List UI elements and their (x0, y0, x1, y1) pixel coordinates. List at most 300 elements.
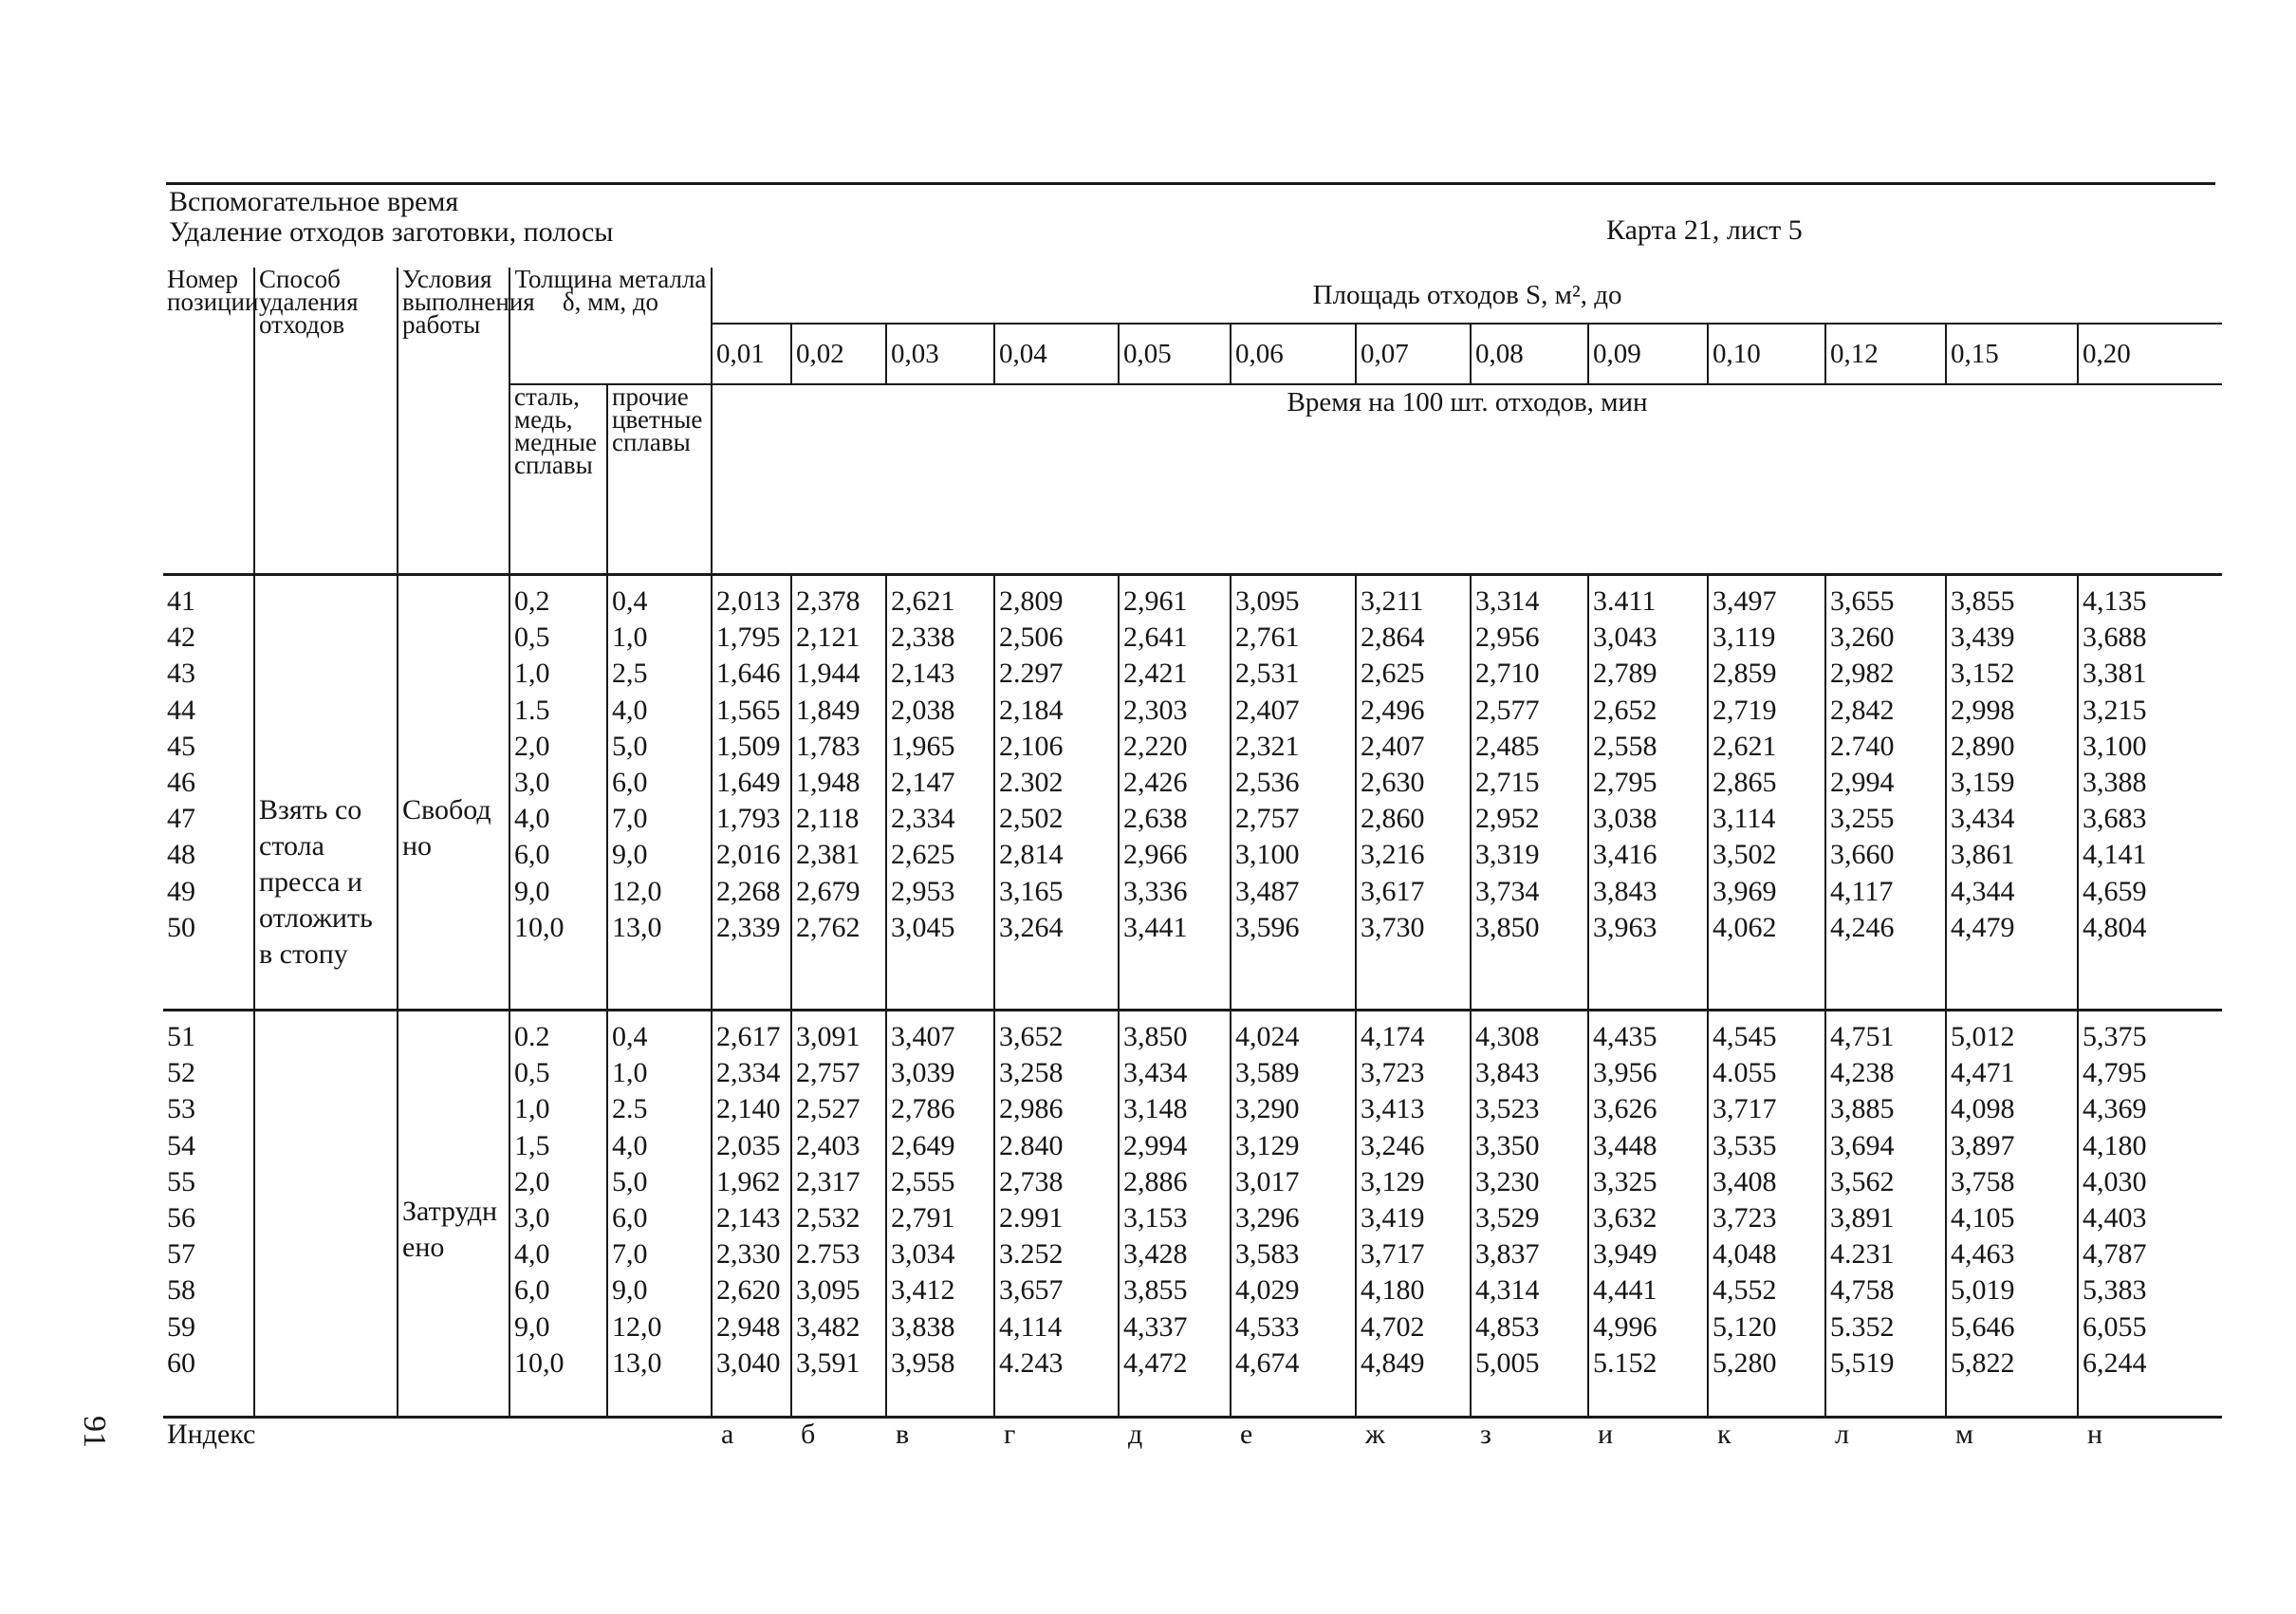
area-header-cell: 0,07 (1356, 324, 1471, 384)
condition-cell (398, 575, 509, 1011)
other-thickness-column-value: 13,0 (612, 1346, 662, 1379)
time-column-value: 2,998 (1951, 694, 2015, 726)
time-column-value: 2,956 (1475, 621, 1540, 654)
position-column-value: 57 (167, 1238, 195, 1271)
other-thickness-column-value: 9,0 (612, 839, 648, 871)
time-column-value: 1,948 (796, 767, 861, 799)
time-column-value: 2,536 (1235, 767, 1300, 799)
time-column-value: 6,244 (2083, 1346, 2147, 1379)
time-column-value: 2,757 (1235, 803, 1300, 835)
time-column (1946, 1011, 2078, 1418)
position-column-value: 52 (167, 1057, 195, 1089)
other-thickness-column-value: 0,4 (612, 1021, 648, 1052)
time-column-value: 3,591 (796, 1346, 861, 1379)
time-column-value: 2,961 (1123, 585, 1188, 617)
index-row (163, 1418, 2222, 1482)
time-column (1119, 575, 1231, 1011)
time-column-value: 3,850 (1123, 1021, 1188, 1052)
col-header-steel-label: сталь, медь, медные сплавы (514, 382, 598, 479)
page-number: 91 (77, 1416, 112, 1448)
time-column (1119, 1011, 1231, 1418)
time-column-value: 2,106 (999, 730, 1064, 762)
time-column-value: 3,956 (1593, 1057, 1657, 1089)
time-column-value: 2,761 (1235, 621, 1300, 654)
time-column-value: 2,982 (1830, 658, 1895, 690)
time-column (1471, 1011, 1588, 1418)
time-column-value: 3,039 (891, 1057, 955, 1089)
steel-thickness-column-value: 9,0 (514, 1310, 550, 1343)
time-column-value: 3,734 (1475, 875, 1540, 907)
time-column-value: 4,674 (1235, 1346, 1300, 1379)
time-column-value: 2,864 (1361, 621, 1425, 654)
time-column-value: 2,679 (796, 875, 861, 907)
time-column-value: 2,986 (999, 1093, 1064, 1125)
time-column-value: 2,527 (796, 1093, 861, 1125)
method-label: Взять со стола пресса и отложить в стопу (259, 794, 373, 970)
other-thickness-column-value: 5,0 (612, 1165, 648, 1197)
time-column-value: 3,296 (1235, 1202, 1300, 1234)
steel-thickness-column-value: 1,5 (514, 1129, 550, 1161)
time-column-value: 2.991 (999, 1202, 1064, 1234)
area-header-cell: 0,04 (994, 324, 1119, 384)
time-column-value: 4,369 (2083, 1093, 2147, 1125)
condition-label: Свободно (402, 794, 491, 862)
time-column-value: 4,751 (1830, 1021, 1895, 1052)
condition-label: Затруднено (402, 1196, 498, 1263)
time-column-value: 4,552 (1713, 1274, 1777, 1307)
index-letter: б (801, 1419, 816, 1450)
time-column-value: 3,758 (1951, 1165, 2015, 1197)
time-column-value: 3,119 (1713, 621, 1776, 654)
time-column-value: 2,118 (796, 803, 860, 835)
time-column (1708, 575, 1825, 1011)
other-thickness-column-value: 12,0 (612, 875, 662, 907)
time-column-value: 2,407 (1361, 730, 1425, 762)
time-column-value: 3,152 (1951, 658, 2015, 690)
other-thickness-column-value: 7,0 (612, 1238, 648, 1271)
time-column-value: 4,853 (1475, 1310, 1540, 1343)
index-letter: к (1717, 1419, 1731, 1450)
time-column-value: 2,842 (1830, 694, 1895, 726)
time-column-value: 4,996 (1593, 1310, 1657, 1343)
header-title-line1: Вспомогательное время (169, 186, 459, 217)
time-column-value: 4,795 (2083, 1057, 2147, 1089)
time-column-value: 2,859 (1713, 658, 1777, 690)
time-column-value: 4,174 (1361, 1021, 1425, 1052)
time-column-value: 2,641 (1123, 621, 1188, 654)
time-column-value: 2,303 (1123, 694, 1188, 726)
time-column-value: 3,963 (1593, 911, 1657, 943)
col-header-conditions (398, 265, 535, 575)
time-column-value: 4.231 (1830, 1238, 1895, 1271)
steel-thickness-column-value: 0.2 (514, 1021, 550, 1052)
time-column-value: 2,715 (1475, 767, 1540, 799)
position-column-value: 45 (167, 730, 195, 762)
time-column-value: 2,143 (716, 1202, 781, 1234)
position-column (163, 1011, 254, 1418)
time-column-value: 3,040 (716, 1346, 781, 1379)
position-column-value: 55 (167, 1165, 195, 1197)
time-column-value: 2,338 (891, 621, 955, 654)
time-column-value: 2,620 (716, 1274, 781, 1307)
time-column-value: 4,062 (1713, 911, 1777, 943)
time-column-value: 1,962 (716, 1165, 781, 1197)
time-column-value: 3,717 (1713, 1093, 1777, 1125)
time-column-value: 2,558 (1593, 730, 1657, 762)
time-column-value: 2,220 (1123, 730, 1188, 762)
time-column-value: 2,577 (1475, 694, 1540, 726)
time-column-value: 1,965 (891, 730, 955, 762)
time-column (2078, 1011, 2222, 1418)
time-column-value: 3,017 (1235, 1165, 1300, 1197)
time-column (791, 575, 886, 1011)
time-column-value: 4,403 (2083, 1202, 2147, 1234)
time-column-value: 4,545 (1713, 1021, 1777, 1052)
time-column-value: 3,617 (1361, 875, 1425, 907)
time-column (886, 575, 994, 1011)
other-thickness-column-value: 13,0 (612, 911, 662, 943)
time-column-value: 3,211 (1361, 585, 1424, 617)
index-letter: н (2087, 1419, 2103, 1450)
time-column-value: 2,789 (1593, 658, 1657, 690)
time-column (791, 1011, 886, 1418)
time-column-value: 4,471 (1951, 1057, 2015, 1089)
time-column-value: 3,843 (1593, 875, 1657, 907)
time-column-value: 2,016 (716, 839, 781, 871)
time-column-value: 3,258 (999, 1057, 1064, 1089)
time-column-value: 2,786 (891, 1093, 955, 1125)
other-thickness-column-value: 1,0 (612, 1057, 648, 1089)
col-header-thickness-label: Толщина металла δ, мм, до (514, 265, 707, 316)
time-column-value: 2.740 (1830, 730, 1895, 762)
time-column-value: 5,019 (1951, 1274, 2015, 1307)
time-column-value: 2,426 (1123, 767, 1188, 799)
time-column-value: 4,463 (1951, 1238, 2015, 1271)
steel-thickness-column-value: 6,0 (514, 1274, 550, 1307)
time-column-value: 3,129 (1361, 1165, 1425, 1197)
time-column (712, 575, 791, 1011)
time-column-value: 3,388 (2083, 767, 2147, 799)
time-column (994, 575, 1119, 1011)
area-header-cell: 0,06 (1231, 324, 1356, 384)
index-letter: м (1955, 1419, 1973, 1450)
time-column-value: 2,407 (1235, 694, 1300, 726)
time-column-value: 2,865 (1713, 767, 1777, 799)
col-header-time (712, 384, 2222, 575)
time-column (1356, 575, 1471, 1011)
time-column-value: 5,646 (1951, 1310, 2015, 1343)
time-column-value: 4,472 (1123, 1346, 1188, 1379)
time-column-value: 2,621 (1713, 730, 1777, 762)
area-header-cell: 0,15 (1946, 324, 2078, 384)
time-column-value: 2,330 (716, 1238, 781, 1271)
time-column-value: 2,339 (716, 911, 781, 943)
time-column-value: 1,795 (716, 621, 781, 654)
time-column-value: 3,969 (1713, 875, 1777, 907)
time-column-value: 1,649 (716, 767, 781, 799)
area-header-cell: 0,03 (886, 324, 994, 384)
time-column-value: 3,837 (1475, 1238, 1540, 1271)
time-column-value: 4,337 (1123, 1310, 1188, 1343)
time-column-value: 5,012 (1951, 1021, 2015, 1052)
position-column-value: 43 (167, 658, 195, 690)
time-column-value: 3,502 (1713, 839, 1777, 871)
time-column-value: 5,005 (1475, 1346, 1540, 1379)
time-column-value: 2,378 (796, 585, 861, 617)
steel-thickness-column-value: 9,0 (514, 875, 550, 907)
time-column-value: 3,897 (1951, 1129, 2015, 1161)
method-cell (254, 1011, 398, 1418)
position-column-value: 47 (167, 803, 195, 835)
index-letter: и (1598, 1419, 1614, 1450)
area-header-cell: 0,01 (712, 324, 791, 384)
position-column-value: 59 (167, 1310, 195, 1343)
steel-thickness-column-value: 1,0 (514, 658, 550, 690)
time-column-value: 3,100 (1235, 839, 1300, 871)
index-label: Индекс (167, 1419, 256, 1450)
area-header-cell: 0,05 (1119, 324, 1231, 384)
col-header-method (254, 265, 398, 575)
time-column-value: 2,140 (716, 1093, 781, 1125)
area-header-cell: 0,08 (1471, 324, 1588, 384)
time-column-value: 3,095 (1235, 585, 1300, 617)
other-thickness-column (607, 1011, 712, 1418)
index-letter: л (1835, 1419, 1849, 1450)
time-column (1588, 575, 1708, 1011)
time-column-value: 1,793 (716, 803, 781, 835)
time-column-value: 3,336 (1123, 875, 1188, 907)
time-column-value: 3,264 (999, 911, 1064, 943)
time-column-value: 1,944 (796, 658, 861, 690)
other-thickness-column-value: 4,0 (612, 1129, 648, 1161)
time-column-value: 1,565 (716, 694, 781, 726)
time-column-value: 2,952 (1475, 803, 1540, 835)
area-header-cell: 0,20 (2078, 324, 2222, 384)
steel-thickness-column-value: 4,0 (514, 803, 550, 835)
time-column-value: 2,334 (891, 803, 955, 835)
time-column-value: 2,121 (796, 621, 861, 654)
time-column-value: 2.302 (999, 767, 1064, 799)
time-column-value: 5,120 (1713, 1310, 1777, 1343)
time-column-value: 3,255 (1830, 803, 1895, 835)
position-column (163, 575, 254, 1011)
col-header-other-label: прочие цветные сплавы (612, 382, 703, 456)
time-column-value: 2,762 (796, 911, 861, 943)
time-column-value: 3,730 (1361, 911, 1425, 943)
time-column-value: 3,381 (2083, 658, 2147, 690)
time-column-value: 3,428 (1123, 1238, 1188, 1271)
other-thickness-column-value: 7,0 (612, 803, 648, 835)
time-column-value: 3,589 (1235, 1057, 1300, 1089)
time-column-value: 3,216 (1361, 839, 1425, 871)
time-column-value: 4,849 (1361, 1346, 1425, 1379)
time-column-value: 3,419 (1361, 1202, 1425, 1234)
time-column (1825, 1011, 1946, 1418)
time-column-value: 4,024 (1235, 1021, 1300, 1052)
time-column-value: 2,649 (891, 1129, 955, 1161)
steel-thickness-column (509, 1011, 607, 1418)
time-column-value: 4,180 (2083, 1129, 2147, 1161)
time-column-value: 5,280 (1713, 1346, 1777, 1379)
time-column-value: 2,948 (716, 1310, 781, 1343)
steel-thickness-column-value: 1,0 (514, 1093, 550, 1125)
col-header-time-label: Время на 100 шт. отходов, мин (1287, 387, 1648, 417)
other-thickness-column-value: 9,0 (612, 1274, 648, 1307)
time-column-value: 3,246 (1361, 1129, 1425, 1161)
time-column-value: 4,048 (1713, 1238, 1777, 1271)
position-column-value: 50 (167, 911, 195, 943)
index-letter: з (1480, 1419, 1491, 1450)
time-column-value: 3,855 (1123, 1274, 1188, 1307)
time-column-value: 3,314 (1475, 585, 1540, 617)
time-column (1588, 1011, 1708, 1418)
time-column-value: 2,994 (1123, 1129, 1188, 1161)
time-column-value: 4,702 (1361, 1310, 1425, 1343)
method-cell (254, 575, 398, 1011)
time-column-value: 3,095 (796, 1274, 861, 1307)
area-header-cell: 0,10 (1708, 324, 1825, 384)
time-column-value: 2,496 (1361, 694, 1425, 726)
time-column-value: 5,519 (1830, 1346, 1895, 1379)
time-column-value: 1,509 (716, 730, 781, 762)
col-header-thickness (509, 265, 712, 384)
steel-thickness-column-value: 2,0 (514, 730, 550, 762)
time-column-value: 4,135 (2083, 585, 2147, 617)
time-column-value: 2,184 (999, 694, 1064, 726)
time-column-value: 4,238 (1830, 1057, 1895, 1089)
norms-table (163, 265, 2222, 1481)
position-column-value: 60 (167, 1346, 195, 1379)
time-column (886, 1011, 994, 1418)
time-column-value: 3,694 (1830, 1129, 1895, 1161)
time-column-value: 2,795 (1593, 767, 1657, 799)
time-column (1825, 575, 1946, 1011)
time-column-value: 3,408 (1713, 1165, 1777, 1197)
time-column-value: 4,787 (2083, 1238, 2147, 1271)
time-column-value: 3,723 (1713, 1202, 1777, 1234)
time-column-value: 4.055 (1713, 1057, 1777, 1089)
other-thickness-column-value: 6,0 (612, 1202, 648, 1234)
time-column-value: 2,966 (1123, 839, 1188, 871)
time-column-value: 4,105 (1951, 1202, 2015, 1234)
col-header-steel (509, 384, 607, 575)
time-column-value: 3,660 (1830, 839, 1895, 871)
time-column-value: 2,738 (999, 1165, 1064, 1197)
time-column-value: 2,555 (891, 1165, 955, 1197)
time-column-value: 3,034 (891, 1238, 955, 1271)
position-column-value: 54 (167, 1129, 195, 1161)
time-column-value: 5.152 (1593, 1346, 1657, 1379)
time-column-value: 1,646 (716, 658, 781, 690)
time-column-value: 3,325 (1593, 1165, 1657, 1197)
other-thickness-column (607, 575, 712, 1011)
time-column (1356, 1011, 1471, 1418)
position-column-value: 42 (167, 621, 195, 654)
time-column (994, 1011, 1119, 1418)
position-column-value: 41 (167, 585, 195, 617)
steel-thickness-column-value: 4,0 (514, 1238, 550, 1271)
time-column-value: 3,723 (1361, 1057, 1425, 1089)
other-thickness-column-value: 5,0 (612, 730, 648, 762)
time-column-value: 3,949 (1593, 1238, 1657, 1271)
index-letter: ж (1365, 1419, 1385, 1450)
area-header-cell: 0,09 (1588, 324, 1708, 384)
time-column-value: 4.243 (999, 1346, 1064, 1379)
time-column-value: 2,860 (1361, 803, 1425, 835)
time-column-value: 3,583 (1235, 1238, 1300, 1271)
time-column-value: 4,441 (1593, 1274, 1657, 1307)
time-column-value: 2,317 (796, 1165, 861, 1197)
time-column-value: 3,148 (1123, 1093, 1188, 1125)
time-column-value: 3,838 (891, 1310, 955, 1343)
steel-thickness-column-value: 3,0 (514, 767, 550, 799)
time-column-value: 2,617 (716, 1021, 781, 1052)
header-title-line2: Удаление отходов заготовки, полосы (169, 216, 614, 248)
time-column-value: 2,502 (999, 803, 1064, 835)
time-column-value: 2,814 (999, 839, 1064, 871)
time-column-value: 3,412 (891, 1274, 955, 1307)
time-column-value: 2,630 (1361, 767, 1425, 799)
time-column-value: 5,375 (2083, 1021, 2147, 1052)
condition-cell (398, 1011, 509, 1418)
position-column-value: 49 (167, 875, 195, 907)
time-column-value: 4,533 (1235, 1310, 1300, 1343)
time-column-value: 3,657 (999, 1274, 1064, 1307)
time-column-value: 2,143 (891, 658, 955, 690)
time-column-value: 2.840 (999, 1129, 1064, 1161)
time-column-value: 3,153 (1123, 1202, 1188, 1234)
position-column-value: 48 (167, 839, 195, 871)
other-thickness-column-value: 1,0 (612, 621, 648, 654)
time-column-value: 2,638 (1123, 803, 1188, 835)
time-column-value: 3,043 (1593, 621, 1657, 654)
steel-thickness-column-value: 1.5 (514, 694, 550, 726)
time-column-value: 5,822 (1951, 1346, 2015, 1379)
time-column-value: 2,147 (891, 767, 955, 799)
time-column-value: 3,319 (1475, 839, 1540, 871)
time-column-value: 3,045 (891, 911, 955, 943)
time-column-value: 2,421 (1123, 658, 1188, 690)
time-column-value: 3,407 (891, 1021, 955, 1052)
time-column-value: 3.252 (999, 1238, 1064, 1271)
time-column-value: 3,129 (1235, 1129, 1300, 1161)
time-column-value: 5,383 (2083, 1274, 2147, 1307)
time-column-value: 4,030 (2083, 1165, 2147, 1197)
time-column-value: 4,180 (1361, 1274, 1425, 1307)
time-column-value: 3,562 (1830, 1165, 1895, 1197)
time-column-value: 4,308 (1475, 1021, 1540, 1052)
time-column-value: 4,114 (999, 1310, 1063, 1343)
time-column-value: 2,268 (716, 875, 781, 907)
time-column-value: 2,038 (891, 694, 955, 726)
index-letter: в (896, 1419, 910, 1450)
time-column-value: 3,717 (1361, 1238, 1425, 1271)
time-column-value: 2,621 (891, 585, 955, 617)
time-column-value: 2,809 (999, 585, 1064, 617)
time-column-value: 2,791 (891, 1202, 955, 1234)
time-column-value: 2.753 (796, 1238, 861, 1271)
time-column-value: 4,246 (1830, 911, 1895, 943)
time-column-value: 2,953 (891, 875, 955, 907)
col-header-area (712, 268, 2222, 324)
time-column-value: 5.352 (1830, 1310, 1895, 1343)
time-column-value: 3,529 (1475, 1202, 1540, 1234)
time-column-value: 3,683 (2083, 803, 2147, 835)
col-header-conditions-label: Условия выполнения работы (402, 265, 535, 339)
top-rule (166, 182, 2215, 185)
card-sheet-label: Карта 21, лист 5 (1606, 214, 1803, 246)
other-thickness-column-value: 0,4 (612, 585, 648, 617)
